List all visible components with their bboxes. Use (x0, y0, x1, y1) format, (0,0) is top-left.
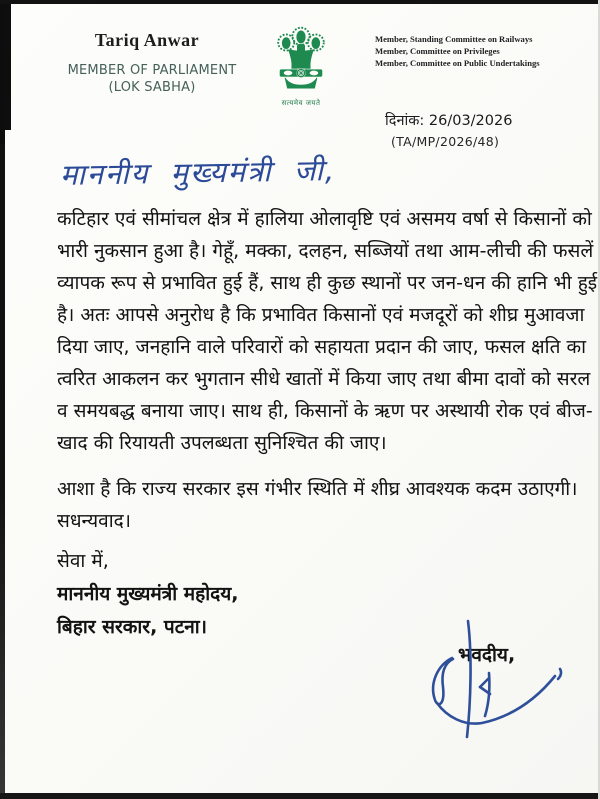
addressee-line: माननीय मुख्यमंत्री महोदय, (57, 583, 239, 605)
emblem-motto: सत्यमेव जयते (281, 99, 321, 107)
body-line: है। अतः आपसे अनुरोध है कि प्रभावित किसानों एवं मजदूरों को शीघ्र मुआवजा (57, 304, 585, 326)
sender-title (62, 62, 242, 96)
body-line: खाद की रियायती उपलब्धता सुनिश्चित की जाए। (57, 432, 387, 454)
body-line: व्यापक रूप से प्रभावित हुई हैं, साथ ही कुछ स्थानों पर जन-धन की हानि भी हुई (57, 272, 598, 294)
letter-reference: (TA/MP/2026/48) (391, 134, 500, 149)
body-paragraph-2 (57, 473, 578, 537)
addressee-line: बिहार सरकार, पटना। (57, 616, 207, 638)
letter-body (57, 203, 598, 537)
sender-name: Tariq Anwar (94, 30, 200, 50)
body-line: त्वरित आकलन कर भुगतान सीधे खातों में किया जाए तथा बीमा दावों को सरल (57, 368, 591, 390)
signature-ink-icon (392, 748, 582, 767)
body-line: व समयबद्ध बनाया जाए। साथ ही, किसानों के ऋण पर अस्थायी रोक एवं बीज- (57, 400, 593, 422)
body-line: दिया जाए, जनहानि वाले परिवारों को सहायता प्रदान की जाए, फसल क्षति का (57, 336, 586, 358)
scan-edge-left (0, 0, 5, 799)
body-line: भारी नुकसान हुआ है। गेहूँ, मक्का, दलहन, सब्जियों तथा आम-लीची की फसलें (57, 240, 594, 262)
handwritten-salutation: माननीय मुख्यमंत्री जी, (59, 153, 337, 192)
sender-title-line2: (LOK SABHA) (108, 80, 196, 95)
closing-valediction: भवदीय, (458, 644, 516, 666)
handwritten-signature (392, 613, 582, 767)
membership-line: Member, Committee on Privileges (375, 46, 500, 56)
national-emblem (265, 24, 337, 108)
scan-edge-bottom (0, 793, 600, 799)
letter-date: दिनांक: 26/03/2026 (385, 113, 513, 129)
membership-line: Member, Standing Committee on Railways (375, 34, 533, 44)
body-line: कटिहार एवं सीमांचल क्षेत्र में हालिया ओलावृष्टि एवं असमय वर्षा से किसानों को (57, 208, 592, 230)
body-paragraph-1 (57, 203, 598, 459)
ashoka-emblem-icon (265, 24, 337, 98)
committee-memberships (375, 33, 590, 69)
scan-edge-top (0, 0, 600, 4)
body-line: आशा है कि राज्य सरकार इस गंभीर स्थिति में शीघ्र आवश्यक कदम उठाएगी। (57, 478, 578, 500)
body-line: सधन्यवाद। (57, 510, 131, 532)
addressee-block (57, 545, 407, 644)
addressee-line: सेवा में, (57, 550, 109, 572)
membership-line: Member, Committee on Public Undertakings (375, 58, 540, 68)
sender-title-line1: MEMBER OF PARLIAMENT (67, 63, 237, 78)
